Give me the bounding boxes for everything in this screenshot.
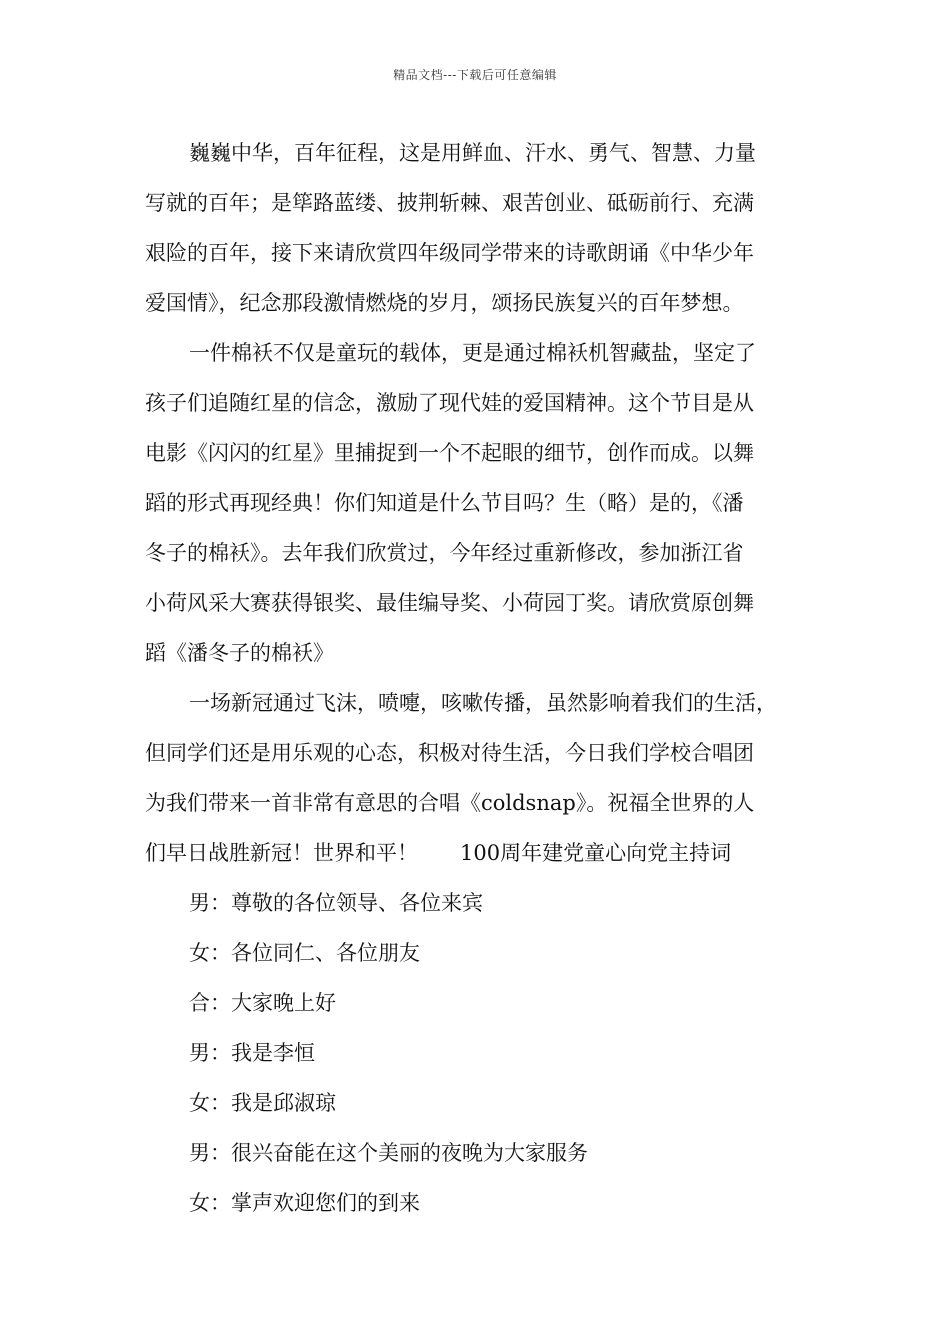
- text-line: 爱国情》，纪念那段激情燃烧的岁月，颂扬民族复兴的百年梦想。: [145, 291, 744, 315]
- text-line: 蹈的形式再现经典！你们知道是什么节目吗？生（略）是的，《潘: [145, 491, 744, 515]
- text-line: 电影《闪闪的红星》里捕捉到一个不起眼的细节，创作而成。以舞: [145, 441, 754, 465]
- text-line: 巍巍中华，百年征程，这是用鲜血、汗水、勇气、智慧、力量: [189, 141, 756, 165]
- text-line: 小荷风采大赛获得银奖、最佳编导奖、小荷园丁奖。请欣赏原创舞: [145, 591, 754, 615]
- dialogue-line: 男：我是李恒: [189, 1041, 315, 1065]
- dialogue-line: 女：掌声欢迎您们的到来: [189, 1191, 420, 1215]
- dialogue-line: 女：我是邱淑琼: [189, 1091, 336, 1115]
- text-line: 孩子们追随红星的信念，激励了现代娃的爱国精神。这个节目是从: [145, 391, 754, 415]
- page-header: 精品文档---下载后可任意编辑: [393, 68, 557, 82]
- text-line: 但同学们还是用乐观的心态，积极对待生活，今日我们学校合唱团: [145, 741, 754, 765]
- text-line: 写就的百年；是筚路蓝缕、披荆斩棘、艰苦创业、砥砺前行、充满: [145, 191, 754, 215]
- text-line: 冬子的棉袄》。去年我们欣赏过，今年经过重新修改，参加浙江省: [145, 541, 744, 565]
- text-line: 一场新冠通过飞沫，喷嚏，咳嗽传播，虽然影响着我们的生活，: [189, 691, 777, 715]
- dialogue-line: 合：大家晚上好: [189, 991, 336, 1015]
- dialogue-line: 女：各位同仁、各位朋友: [189, 941, 420, 965]
- text-line: 们早日战胜新冠！世界和平！ 100周年建党童心向党主持词: [145, 841, 732, 865]
- text-line: 一件棉袄不仅是童玩的载体，更是通过棉袄机智藏盐，坚定了: [189, 341, 756, 365]
- text-line: 蹈《潘冬子的棉袄》: [145, 641, 334, 665]
- dialogue-line: 男：很兴奋能在这个美丽的夜晚为大家服务: [189, 1141, 588, 1165]
- text-line: 艰险的百年，接下来请欣赏四年级同学带来的诗歌朗诵《中华少年: [145, 241, 754, 265]
- text-line: 为我们带来一首非常有意思的合唱《coldsnap》。祝福全世界的人: [145, 791, 755, 815]
- document-body: [145, 128, 825, 1228]
- dialogue-line: 男：尊敬的各位领导、各位来宾: [189, 891, 483, 915]
